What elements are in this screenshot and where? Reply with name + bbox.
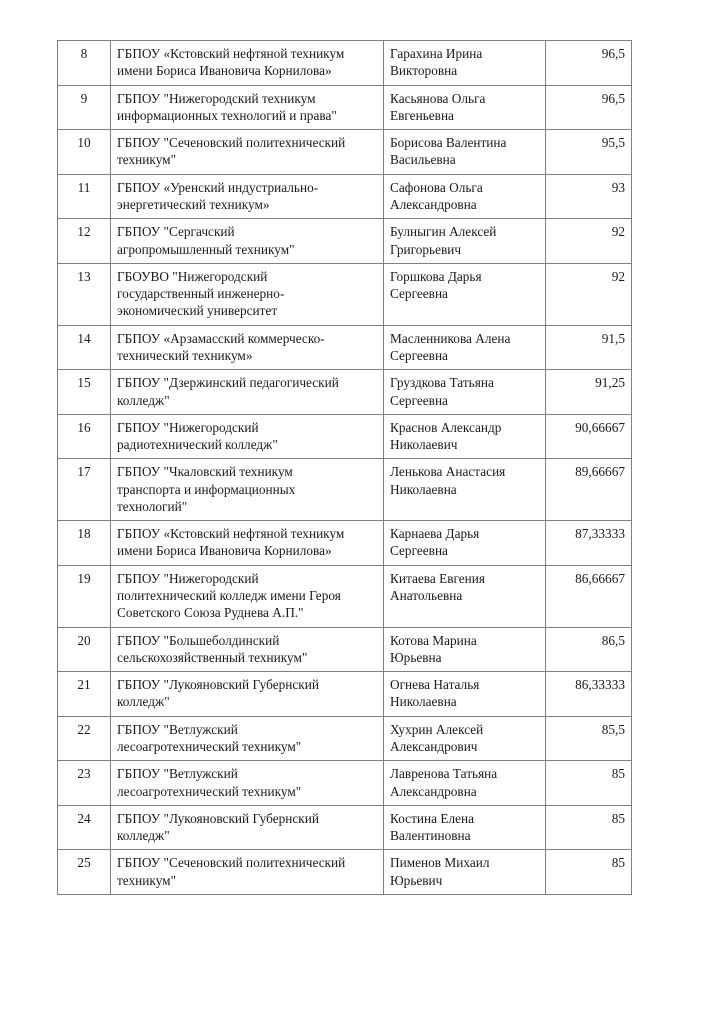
score-value: 85 xyxy=(546,761,632,806)
organization-line: ГБПОУ "Лукояновский Губернский xyxy=(117,810,319,826)
person-name-line: Александровна xyxy=(390,783,477,799)
table-row xyxy=(58,174,632,219)
organization-line: ГБПОУ "Сергачский xyxy=(117,224,235,240)
organization-line: государственный инженерно- xyxy=(117,286,285,302)
score-value: 96,5 xyxy=(546,85,632,130)
organization-line: колледж" xyxy=(117,828,170,844)
person-name-line: Юрьевна xyxy=(390,649,442,665)
person-name-line: Огнева Наталья xyxy=(390,677,480,693)
organization-name xyxy=(111,414,384,459)
person-name-line: Касьянова Ольга xyxy=(390,90,486,106)
organization-line: радиотехнический колледж" xyxy=(117,437,278,453)
table-row xyxy=(58,716,632,761)
table-row xyxy=(58,85,632,130)
person-name-line: Борисова Валентина xyxy=(390,135,507,151)
row-index: 21 xyxy=(58,672,111,717)
organization-name xyxy=(111,805,384,850)
person-name xyxy=(384,325,546,370)
organization-line: ГБПОУ "Лукояновский Губернский xyxy=(117,677,319,693)
organization-line: экономический университет xyxy=(117,303,278,319)
score-value: 91,5 xyxy=(546,325,632,370)
organization-line: техникум" xyxy=(117,152,177,168)
organization-line: колледж" xyxy=(117,392,170,408)
organization-line: имени Бориса Ивановича Корнилова» xyxy=(117,63,332,79)
score-value: 90,66667 xyxy=(546,414,632,459)
row-index: 20 xyxy=(58,627,111,672)
person-name-line: Александровна xyxy=(390,196,477,212)
person-name xyxy=(384,370,546,415)
person-name xyxy=(384,850,546,895)
row-index: 14 xyxy=(58,325,111,370)
organization-line: сельскохозяйственный техникум" xyxy=(117,649,308,665)
organization-line: ГБПОУ "Нижегородский техникум xyxy=(117,90,316,106)
row-index: 23 xyxy=(58,761,111,806)
table-row xyxy=(58,565,632,627)
organization-line: ГБПОУ «Кстовский нефтяной техникум xyxy=(117,526,345,542)
row-index: 15 xyxy=(58,370,111,415)
person-name-line: Александрович xyxy=(390,739,478,754)
row-index: 18 xyxy=(58,521,111,566)
person-name-line: Сафонова Ольга xyxy=(390,179,483,195)
person-name-line: Николаевна xyxy=(390,481,457,497)
organization-line: ГБПОУ "Ветлужский xyxy=(117,766,238,782)
organization-line: энергетический техникум» xyxy=(117,196,270,212)
organization-line: транспорта и информационных xyxy=(117,481,296,497)
table-row xyxy=(58,325,632,370)
organization-name xyxy=(111,85,384,130)
row-index: 24 xyxy=(58,805,111,850)
score-value: 96,5 xyxy=(546,41,632,86)
person-name xyxy=(384,761,546,806)
organization-name xyxy=(111,565,384,627)
organization-line: технический техникум» xyxy=(117,347,253,363)
person-name-line: Булныгин Алексей xyxy=(390,224,497,240)
person-name-line: Ленькова Анастасия xyxy=(390,464,506,480)
organization-line: Советского Союза Руднева А.П." xyxy=(117,605,304,621)
table-row xyxy=(58,41,632,86)
score-value: 92 xyxy=(546,263,632,325)
organization-line: имени Бориса Ивановича Корнилова» xyxy=(117,543,332,559)
person-name xyxy=(384,41,546,86)
organization-line: ГБПОУ "Ветлужский xyxy=(117,721,238,737)
row-index: 8 xyxy=(58,41,111,86)
table-row xyxy=(58,761,632,806)
person-name-line: Васильевна xyxy=(390,152,456,168)
person-name xyxy=(384,219,546,264)
score-value: 85 xyxy=(546,805,632,850)
person-name xyxy=(384,459,546,521)
organization-line: ГБПОУ "Дзержинский педагогический xyxy=(117,375,339,391)
person-name xyxy=(384,414,546,459)
person-name-line: Юрьевич xyxy=(390,872,443,888)
organization-name xyxy=(111,627,384,672)
organization-line: ГБПОУ «Арзамасский коммерческо- xyxy=(117,330,325,346)
person-name xyxy=(384,805,546,850)
organization-line: ГБПОУ "Нижегородский xyxy=(117,570,259,586)
person-name xyxy=(384,85,546,130)
person-name-line: Викторовна xyxy=(390,63,458,79)
organization-name xyxy=(111,219,384,264)
row-index: 19 xyxy=(58,565,111,627)
organization-line: ГБПОУ "Нижегородский xyxy=(117,419,259,435)
organization-name xyxy=(111,761,384,806)
person-name xyxy=(384,672,546,717)
person-name-line: Котова Марина xyxy=(390,632,477,648)
ranking-table-body xyxy=(58,41,632,895)
person-name-line: Пименов Михаил xyxy=(390,855,490,871)
organization-line: лесоагротехнический техникум" xyxy=(117,783,302,799)
table-row xyxy=(58,850,632,895)
person-name-line: Валентиновна xyxy=(390,828,471,844)
score-value: 86,33333 xyxy=(546,672,632,717)
organization-line: ГБПОУ "Сеченовский политехнический xyxy=(117,135,346,151)
row-index: 17 xyxy=(58,459,111,521)
organization-line: технологий" xyxy=(117,498,188,514)
organization-name xyxy=(111,174,384,219)
table-row xyxy=(58,672,632,717)
organization-line: агропромышленный техникум" xyxy=(117,241,295,257)
table-row xyxy=(58,414,632,459)
table-row xyxy=(58,219,632,264)
person-name-line: Анатольевна xyxy=(390,588,463,604)
row-index: 10 xyxy=(58,130,111,175)
person-name-line: Гарахина Ирина xyxy=(390,46,483,61)
organization-name xyxy=(111,370,384,415)
person-name-line: Сергеевна xyxy=(390,347,448,363)
table-row xyxy=(58,263,632,325)
person-name xyxy=(384,263,546,325)
organization-line: политехнический колледж имени Героя xyxy=(117,588,341,604)
organization-name xyxy=(111,521,384,566)
person-name-line: Груздкова Татьяна xyxy=(390,375,494,391)
score-value: 85,5 xyxy=(546,716,632,761)
row-index: 12 xyxy=(58,219,111,264)
table-row xyxy=(58,130,632,175)
table-row xyxy=(58,370,632,415)
score-value: 95,5 xyxy=(546,130,632,175)
ranking-table xyxy=(57,40,632,895)
person-name-line: Хухрин Алексей xyxy=(390,721,484,737)
organization-name xyxy=(111,459,384,521)
person-name-line: Сергеевна xyxy=(390,392,448,408)
organization-line: ГБПОУ «Кстовский нефтяной техникум xyxy=(117,46,345,61)
person-name xyxy=(384,716,546,761)
table-row xyxy=(58,627,632,672)
person-name xyxy=(384,521,546,566)
row-index: 9 xyxy=(58,85,111,130)
organization-name xyxy=(111,130,384,175)
organization-line: лесоагротехнический техникум" xyxy=(117,739,302,754)
person-name xyxy=(384,130,546,175)
person-name xyxy=(384,627,546,672)
row-index: 16 xyxy=(58,414,111,459)
table-row xyxy=(58,805,632,850)
organization-line: ГБОУВО "Нижегородский xyxy=(117,268,268,284)
score-value: 89,66667 xyxy=(546,459,632,521)
organization-line: техникум" xyxy=(117,872,177,888)
organization-line: колледж" xyxy=(117,694,170,710)
score-value: 86,5 xyxy=(546,627,632,672)
person-name-line: Григорьевич xyxy=(390,241,462,257)
person-name-line: Сергеевна xyxy=(390,286,448,302)
person-name-line: Карнаева Дарья xyxy=(390,526,480,542)
organization-line: ГБПОУ «Уренский индустриально- xyxy=(117,179,319,195)
table-row xyxy=(58,521,632,566)
score-value: 87,33333 xyxy=(546,521,632,566)
row-index: 13 xyxy=(58,263,111,325)
row-index: 11 xyxy=(58,174,111,219)
person-name-line: Китаева Евгения xyxy=(390,570,486,586)
organization-line: ГБПОУ "Чкаловский техникум xyxy=(117,464,293,480)
organization-name xyxy=(111,716,384,761)
organization-name xyxy=(111,325,384,370)
organization-name xyxy=(111,672,384,717)
person-name-line: Николаевич xyxy=(390,437,458,453)
person-name-line: Масленникова Алена xyxy=(390,330,511,346)
organization-name xyxy=(111,41,384,86)
score-value: 92 xyxy=(546,219,632,264)
person-name-line: Горшкова Дарья xyxy=(390,268,482,284)
organization-line: ГБПОУ "Большеболдинский xyxy=(117,632,280,648)
organization-line: ГБПОУ "Сеченовский политехнический xyxy=(117,855,346,871)
person-name xyxy=(384,174,546,219)
row-index: 25 xyxy=(58,850,111,895)
person-name-line: Николаевна xyxy=(390,694,457,710)
organization-line: информационных технологий и права" xyxy=(117,107,337,123)
score-value: 93 xyxy=(546,174,632,219)
person-name-line: Сергеевна xyxy=(390,543,448,559)
person-name xyxy=(384,565,546,627)
organization-name xyxy=(111,850,384,895)
row-index: 22 xyxy=(58,716,111,761)
score-value: 85 xyxy=(546,850,632,895)
person-name-line: Лавренова Татьяна xyxy=(390,766,498,782)
person-name-line: Костина Елена xyxy=(390,810,475,826)
score-value: 86,66667 xyxy=(546,565,632,627)
score-value: 91,25 xyxy=(546,370,632,415)
table-row xyxy=(58,459,632,521)
person-name-line: Краснов Александр xyxy=(390,419,502,435)
ranking-table-container xyxy=(57,40,631,895)
organization-name xyxy=(111,263,384,325)
person-name-line: Евгеньевна xyxy=(390,107,454,123)
